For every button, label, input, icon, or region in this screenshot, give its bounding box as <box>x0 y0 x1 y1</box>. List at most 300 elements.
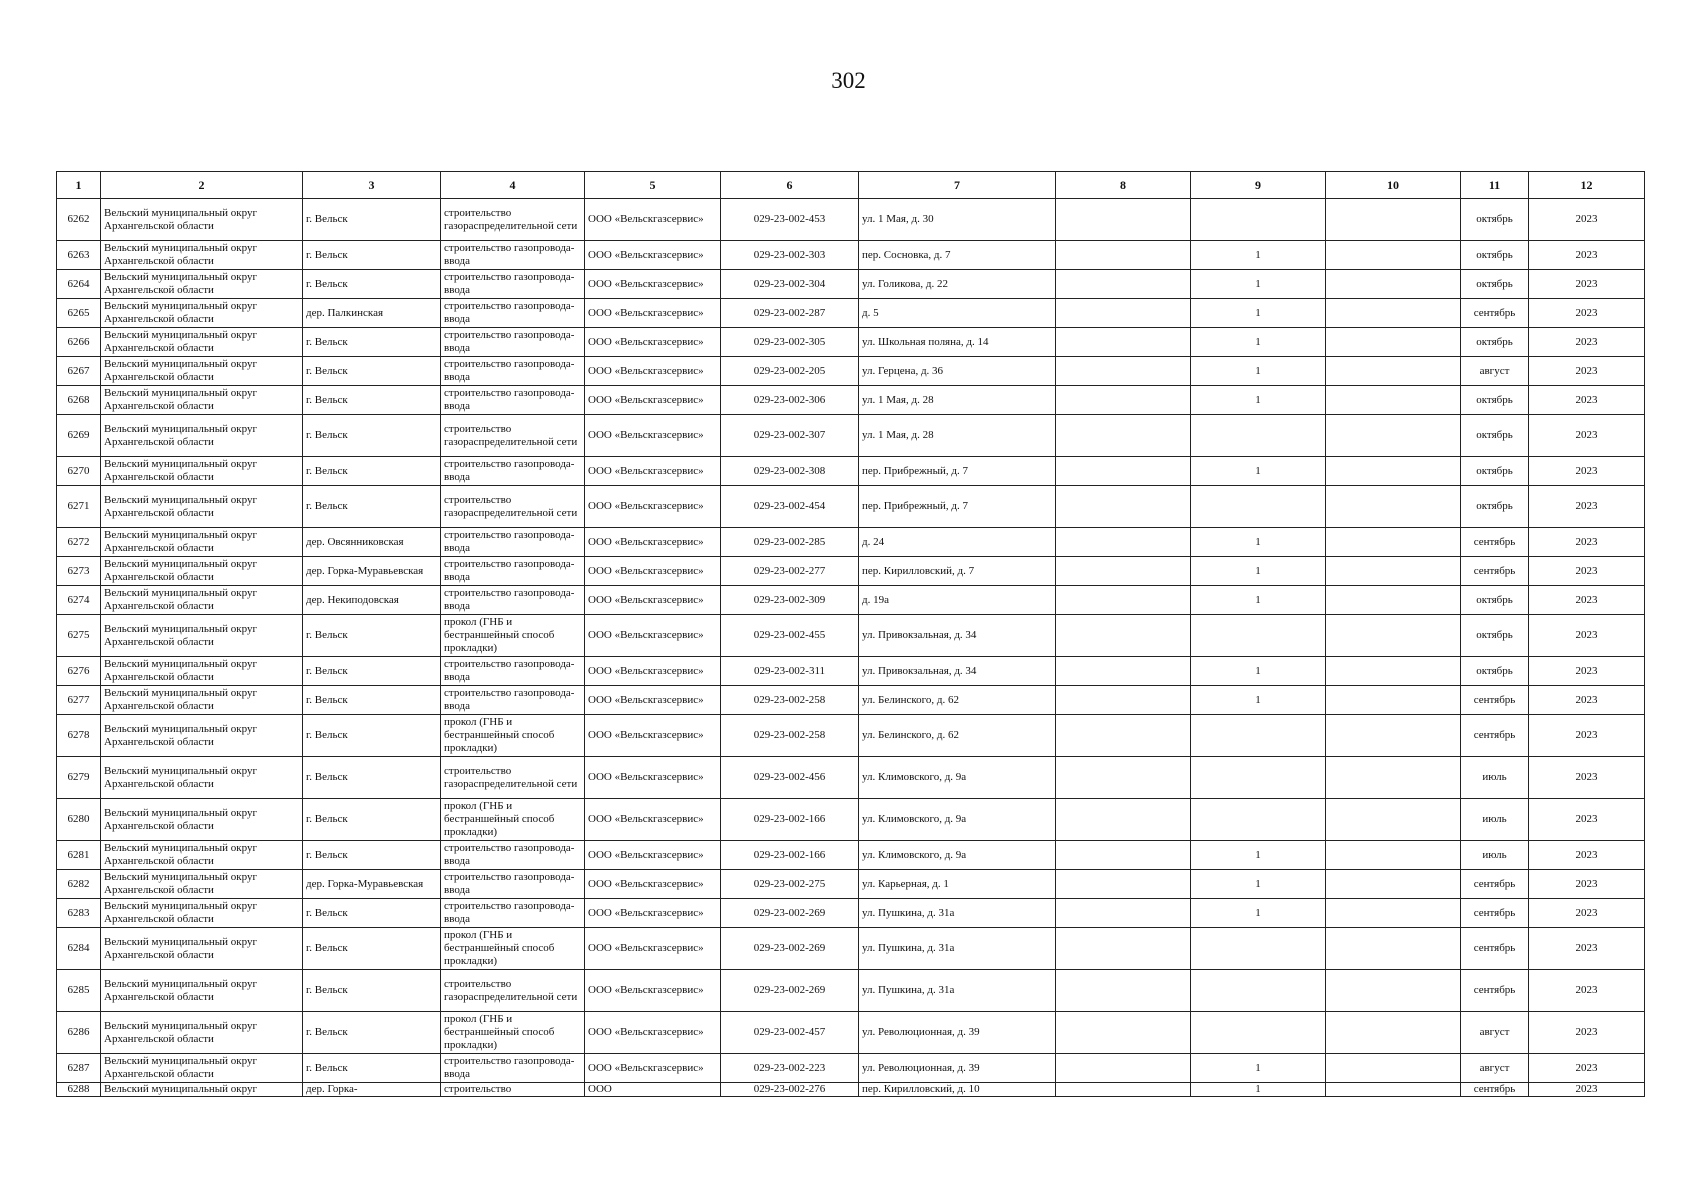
row-number: 6287 <box>57 1054 101 1083</box>
organization-cell: ООО «Вельскгазсервис» <box>585 241 721 270</box>
month-cell: октябрь <box>1461 199 1529 241</box>
code-cell: 029-23-002-306 <box>721 386 859 415</box>
row-number: 6288 <box>57 1083 101 1097</box>
month-cell: сентябрь <box>1461 928 1529 970</box>
column-10-cell <box>1326 415 1461 457</box>
column-10-cell <box>1326 328 1461 357</box>
address-cell: ул. Привокзальная, д. 34 <box>859 657 1056 686</box>
locality-cell: г. Вельск <box>303 415 441 457</box>
year-cell: 2023 <box>1529 486 1645 528</box>
column-header: 5 <box>585 172 721 199</box>
month-cell: сентябрь <box>1461 299 1529 328</box>
quantity-cell <box>1191 415 1326 457</box>
address-cell: ул. Революционная, д. 39 <box>859 1054 1056 1083</box>
code-cell: 029-23-002-269 <box>721 928 859 970</box>
column-10-cell <box>1326 241 1461 270</box>
quantity-cell: 1 <box>1191 357 1326 386</box>
quantity-cell: 1 <box>1191 241 1326 270</box>
address-cell: ул. Карьерная, д. 1 <box>859 870 1056 899</box>
column-10-cell <box>1326 586 1461 615</box>
column-header: 2 <box>101 172 303 199</box>
work-type-cell: строительство газораспределительной сети <box>441 486 585 528</box>
column-8-cell <box>1056 199 1191 241</box>
code-cell: 029-23-002-456 <box>721 757 859 799</box>
table-row <box>57 757 1645 799</box>
organization-cell: ООО «Вельскгазсервис» <box>585 415 721 457</box>
municipality-cell: Вельский муниципальный округ Архангельской области <box>101 386 303 415</box>
row-number: 6284 <box>57 928 101 970</box>
year-cell: 2023 <box>1529 586 1645 615</box>
municipality-cell: Вельский муниципальный округ Архангельской области <box>101 270 303 299</box>
organization-cell: ООО «Вельскгазсервис» <box>585 715 721 757</box>
month-cell: сентябрь <box>1461 870 1529 899</box>
table-row <box>57 799 1645 841</box>
column-10-cell <box>1326 970 1461 1012</box>
column-10-cell <box>1326 928 1461 970</box>
address-cell: д. 24 <box>859 528 1056 557</box>
column-8-cell <box>1056 970 1191 1012</box>
row-number: 6262 <box>57 199 101 241</box>
year-cell: 2023 <box>1529 615 1645 657</box>
quantity-cell: 1 <box>1191 899 1326 928</box>
row-number: 6279 <box>57 757 101 799</box>
year-cell: 2023 <box>1529 270 1645 299</box>
locality-cell: г. Вельск <box>303 757 441 799</box>
locality-cell: г. Вельск <box>303 486 441 528</box>
row-number: 6286 <box>57 1012 101 1054</box>
table-body <box>57 199 1645 1097</box>
quantity-cell <box>1191 928 1326 970</box>
municipality-cell: Вельский муниципальный округ Архангельской области <box>101 686 303 715</box>
organization-cell: ООО «Вельскгазсервис» <box>585 486 721 528</box>
row-number: 6276 <box>57 657 101 686</box>
work-type-cell: прокол (ГНБ и бестраншейный способ прокладки) <box>441 928 585 970</box>
year-cell: 2023 <box>1529 199 1645 241</box>
quantity-cell: 1 <box>1191 270 1326 299</box>
column-8-cell <box>1056 528 1191 557</box>
work-type-cell: строительство газопровода-ввода <box>441 899 585 928</box>
code-cell: 029-23-002-457 <box>721 1012 859 1054</box>
column-10-cell <box>1326 757 1461 799</box>
row-number: 6283 <box>57 899 101 928</box>
quantity-cell <box>1191 486 1326 528</box>
column-header: 8 <box>1056 172 1191 199</box>
code-cell: 029-23-002-223 <box>721 1054 859 1083</box>
row-number: 6269 <box>57 415 101 457</box>
municipality-cell: Вельский муниципальный округ Архангельской области <box>101 357 303 386</box>
column-header: 7 <box>859 172 1056 199</box>
work-type-cell: строительство газопровода-ввода <box>441 841 585 870</box>
code-cell: 029-23-002-276 <box>721 1083 859 1097</box>
address-cell: пер. Кирилловский, д. 7 <box>859 557 1056 586</box>
month-cell: октябрь <box>1461 270 1529 299</box>
year-cell: 2023 <box>1529 686 1645 715</box>
column-10-cell <box>1326 1054 1461 1083</box>
quantity-cell: 1 <box>1191 1054 1326 1083</box>
table-row <box>57 657 1645 686</box>
organization-cell: ООО <box>585 1083 721 1097</box>
column-header: 12 <box>1529 172 1645 199</box>
table-row <box>57 615 1645 657</box>
locality-cell: г. Вельск <box>303 928 441 970</box>
address-cell: ул. Революционная, д. 39 <box>859 1012 1056 1054</box>
code-cell: 029-23-002-305 <box>721 328 859 357</box>
column-8-cell <box>1056 386 1191 415</box>
table-row <box>57 357 1645 386</box>
municipality-cell: Вельский муниципальный округ Архангельской области <box>101 328 303 357</box>
column-8-cell <box>1056 486 1191 528</box>
locality-cell: г. Вельск <box>303 1012 441 1054</box>
column-10-cell <box>1326 270 1461 299</box>
column-10-cell <box>1326 386 1461 415</box>
address-cell: ул. Герцена, д. 36 <box>859 357 1056 386</box>
table-row <box>57 270 1645 299</box>
quantity-cell <box>1191 970 1326 1012</box>
quantity-cell <box>1191 715 1326 757</box>
locality-cell: г. Вельск <box>303 1054 441 1083</box>
month-cell: сентябрь <box>1461 899 1529 928</box>
work-type-cell: строительство газопровода-ввода <box>441 270 585 299</box>
locality-cell: дер. Палкинская <box>303 299 441 328</box>
municipality-cell: Вельский муниципальный округ Архангельской области <box>101 586 303 615</box>
column-10-cell <box>1326 457 1461 486</box>
code-cell: 029-23-002-277 <box>721 557 859 586</box>
quantity-cell: 1 <box>1191 657 1326 686</box>
locality-cell: г. Вельск <box>303 357 441 386</box>
year-cell: 2023 <box>1529 328 1645 357</box>
municipality-cell: Вельский муниципальный округ Архангельской области <box>101 870 303 899</box>
column-8-cell <box>1056 586 1191 615</box>
code-cell: 029-23-002-269 <box>721 970 859 1012</box>
month-cell: октябрь <box>1461 415 1529 457</box>
address-cell: ул. Голикова, д. 22 <box>859 270 1056 299</box>
column-10-cell <box>1326 870 1461 899</box>
organization-cell: ООО «Вельскгазсервис» <box>585 1012 721 1054</box>
month-cell: август <box>1461 1012 1529 1054</box>
organization-cell: ООО «Вельскгазсервис» <box>585 657 721 686</box>
code-cell: 029-23-002-205 <box>721 357 859 386</box>
column-8-cell <box>1056 415 1191 457</box>
year-cell: 2023 <box>1529 928 1645 970</box>
work-type-cell: прокол (ГНБ и бестраншейный способ прокладки) <box>441 615 585 657</box>
year-cell: 2023 <box>1529 1083 1645 1097</box>
column-10-cell <box>1326 199 1461 241</box>
municipality-cell: Вельский муниципальный округ Архангельской области <box>101 299 303 328</box>
header-row <box>57 172 1645 199</box>
column-8-cell <box>1056 357 1191 386</box>
code-cell: 029-23-002-275 <box>721 870 859 899</box>
column-10-cell <box>1326 899 1461 928</box>
code-cell: 029-23-002-258 <box>721 686 859 715</box>
work-type-cell: строительство газопровода-ввода <box>441 328 585 357</box>
row-number: 6274 <box>57 586 101 615</box>
address-cell: ул. Школьная поляна, д. 14 <box>859 328 1056 357</box>
organization-cell: ООО «Вельскгазсервис» <box>585 928 721 970</box>
code-cell: 029-23-002-166 <box>721 841 859 870</box>
address-cell: д. 19а <box>859 586 1056 615</box>
column-8-cell <box>1056 870 1191 899</box>
column-8-cell <box>1056 928 1191 970</box>
row-number: 6273 <box>57 557 101 586</box>
municipality-cell: Вельский муниципальный округ Архангельской области <box>101 757 303 799</box>
month-cell: октябрь <box>1461 457 1529 486</box>
address-cell: ул. Белинского, д. 62 <box>859 715 1056 757</box>
work-type-cell: строительство газопровода-ввода <box>441 557 585 586</box>
work-type-cell: строительство газопровода-ввода <box>441 586 585 615</box>
organization-cell: ООО «Вельскгазсервис» <box>585 615 721 657</box>
quantity-cell: 1 <box>1191 386 1326 415</box>
year-cell: 2023 <box>1529 657 1645 686</box>
column-8-cell <box>1056 715 1191 757</box>
address-cell: пер. Прибрежный, д. 7 <box>859 457 1056 486</box>
locality-cell: г. Вельск <box>303 615 441 657</box>
year-cell: 2023 <box>1529 1012 1645 1054</box>
month-cell: июль <box>1461 757 1529 799</box>
code-cell: 029-23-002-311 <box>721 657 859 686</box>
work-type-cell: строительство газопровода-ввода <box>441 528 585 557</box>
organization-cell: ООО «Вельскгазсервис» <box>585 899 721 928</box>
address-cell: ул. Климовского, д. 9а <box>859 841 1056 870</box>
column-header: 1 <box>57 172 101 199</box>
quantity-cell: 1 <box>1191 686 1326 715</box>
organization-cell: ООО «Вельскгазсервис» <box>585 686 721 715</box>
code-cell: 029-23-002-166 <box>721 799 859 841</box>
year-cell: 2023 <box>1529 415 1645 457</box>
column-10-cell <box>1326 528 1461 557</box>
row-number: 6280 <box>57 799 101 841</box>
column-10-cell <box>1326 1083 1461 1097</box>
column-10-cell <box>1326 357 1461 386</box>
work-type-cell: строительство газораспределительной сети <box>441 757 585 799</box>
locality-cell: г. Вельск <box>303 899 441 928</box>
municipality-cell: Вельский муниципальный округ Архангельской области <box>101 241 303 270</box>
month-cell: сентябрь <box>1461 1083 1529 1097</box>
municipality-cell: Вельский муниципальный округ Архангельской области <box>101 457 303 486</box>
month-cell: сентябрь <box>1461 686 1529 715</box>
column-8-cell <box>1056 1083 1191 1097</box>
organization-cell: ООО «Вельскгазсервис» <box>585 328 721 357</box>
year-cell: 2023 <box>1529 715 1645 757</box>
locality-cell: г. Вельск <box>303 715 441 757</box>
year-cell: 2023 <box>1529 899 1645 928</box>
column-8-cell <box>1056 299 1191 328</box>
address-cell: пер. Сосновка, д. 7 <box>859 241 1056 270</box>
work-type-cell: строительство газопровода-ввода <box>441 241 585 270</box>
quantity-cell <box>1191 799 1326 841</box>
organization-cell: ООО «Вельскгазсервис» <box>585 299 721 328</box>
register-table <box>56 171 1645 1097</box>
municipality-cell: Вельский муниципальный округ Архангельской области <box>101 899 303 928</box>
row-number: 6275 <box>57 615 101 657</box>
table-row <box>57 241 1645 270</box>
month-cell: октябрь <box>1461 328 1529 357</box>
organization-cell: ООО «Вельскгазсервис» <box>585 970 721 1012</box>
quantity-cell: 1 <box>1191 586 1326 615</box>
column-10-cell <box>1326 657 1461 686</box>
municipality-cell: Вельский муниципальный округ Архангельской области <box>101 928 303 970</box>
column-10-cell <box>1326 715 1461 757</box>
month-cell: октябрь <box>1461 486 1529 528</box>
table-row <box>57 970 1645 1012</box>
year-cell: 2023 <box>1529 799 1645 841</box>
column-8-cell <box>1056 899 1191 928</box>
year-cell: 2023 <box>1529 1054 1645 1083</box>
quantity-cell: 1 <box>1191 528 1326 557</box>
table-row <box>57 586 1645 615</box>
column-10-cell <box>1326 1012 1461 1054</box>
address-cell: д. 5 <box>859 299 1056 328</box>
year-cell: 2023 <box>1529 841 1645 870</box>
month-cell: октябрь <box>1461 241 1529 270</box>
work-type-cell: строительство газораспределительной сети <box>441 415 585 457</box>
work-type-cell: строительство газораспределительной сети <box>441 970 585 1012</box>
locality-cell: г. Вельск <box>303 270 441 299</box>
code-cell: 029-23-002-258 <box>721 715 859 757</box>
column-8-cell <box>1056 757 1191 799</box>
organization-cell: ООО «Вельскгазсервис» <box>585 357 721 386</box>
table-row <box>57 686 1645 715</box>
organization-cell: ООО «Вельскгазсервис» <box>585 1054 721 1083</box>
work-type-cell: строительство газораспределительной сети <box>441 199 585 241</box>
column-8-cell <box>1056 270 1191 299</box>
page-number: 302 <box>831 68 866 93</box>
code-cell: 029-23-002-308 <box>721 457 859 486</box>
quantity-cell <box>1191 757 1326 799</box>
year-cell: 2023 <box>1529 557 1645 586</box>
locality-cell: г. Вельск <box>303 386 441 415</box>
year-cell: 2023 <box>1529 241 1645 270</box>
quantity-cell: 1 <box>1191 557 1326 586</box>
work-type-cell: строительство газопровода-ввода <box>441 457 585 486</box>
address-cell: ул. Климовского, д. 9а <box>859 799 1056 841</box>
column-8-cell <box>1056 799 1191 841</box>
locality-cell: дер. Горка- <box>303 1083 441 1097</box>
column-10-cell <box>1326 557 1461 586</box>
municipality-cell: Вельский муниципальный округ Архангельской области <box>101 528 303 557</box>
locality-cell: г. Вельск <box>303 328 441 357</box>
row-number: 6281 <box>57 841 101 870</box>
column-8-cell <box>1056 686 1191 715</box>
code-cell: 029-23-002-454 <box>721 486 859 528</box>
locality-cell: дер. Горка-Муравьевская <box>303 557 441 586</box>
municipality-cell: Вельский муниципальный округ Архангельской области <box>101 557 303 586</box>
locality-cell: г. Вельск <box>303 199 441 241</box>
column-10-cell <box>1326 615 1461 657</box>
organization-cell: ООО «Вельскгазсервис» <box>585 528 721 557</box>
month-cell: июль <box>1461 841 1529 870</box>
quantity-cell: 1 <box>1191 457 1326 486</box>
column-10-cell <box>1326 841 1461 870</box>
month-cell: август <box>1461 357 1529 386</box>
table-row <box>57 415 1645 457</box>
month-cell: октябрь <box>1461 615 1529 657</box>
year-cell: 2023 <box>1529 299 1645 328</box>
code-cell: 029-23-002-287 <box>721 299 859 328</box>
municipality-cell: Вельский муниципальный округ Архангельской области <box>101 199 303 241</box>
month-cell: сентябрь <box>1461 715 1529 757</box>
year-cell: 2023 <box>1529 970 1645 1012</box>
organization-cell: ООО «Вельскгазсервис» <box>585 199 721 241</box>
municipality-cell: Вельский муниципальный округ <box>101 1083 303 1097</box>
work-type-cell: строительство газопровода-ввода <box>441 657 585 686</box>
address-cell: пер. Прибрежный, д. 7 <box>859 486 1056 528</box>
month-cell: июль <box>1461 799 1529 841</box>
locality-cell: г. Вельск <box>303 657 441 686</box>
address-cell: ул. Пушкина, д. 31а <box>859 928 1056 970</box>
municipality-cell: Вельский муниципальный округ Архангельской области <box>101 799 303 841</box>
row-number: 6270 <box>57 457 101 486</box>
address-cell: ул. 1 Мая, д. 28 <box>859 386 1056 415</box>
row-number: 6263 <box>57 241 101 270</box>
organization-cell: ООО «Вельскгазсервис» <box>585 270 721 299</box>
table-row <box>57 1054 1645 1083</box>
month-cell: сентябрь <box>1461 528 1529 557</box>
column-8-cell <box>1056 615 1191 657</box>
work-type-cell: прокол (ГНБ и бестраншейный способ прокладки) <box>441 715 585 757</box>
work-type-cell: прокол (ГНБ и бестраншейный способ прокладки) <box>441 1012 585 1054</box>
column-10-cell <box>1326 299 1461 328</box>
address-cell: ул. Пушкина, д. 31а <box>859 970 1056 1012</box>
month-cell: август <box>1461 1054 1529 1083</box>
locality-cell: дер. Горка-Муравьевская <box>303 870 441 899</box>
column-8-cell <box>1056 841 1191 870</box>
municipality-cell: Вельский муниципальный округ Архангельской области <box>101 715 303 757</box>
year-cell: 2023 <box>1529 528 1645 557</box>
locality-cell: дер. Овсянниковская <box>303 528 441 557</box>
quantity-cell <box>1191 1012 1326 1054</box>
municipality-cell: Вельский муниципальный округ Архангельской области <box>101 657 303 686</box>
year-cell: 2023 <box>1529 386 1645 415</box>
row-number: 6278 <box>57 715 101 757</box>
locality-cell: дер. Некиподовская <box>303 586 441 615</box>
row-number: 6285 <box>57 970 101 1012</box>
table-row <box>57 299 1645 328</box>
work-type-cell: строительство газопровода-ввода <box>441 870 585 899</box>
table-row <box>57 1012 1645 1054</box>
work-type-cell: строительство газопровода-ввода <box>441 299 585 328</box>
code-cell: 029-23-002-455 <box>721 615 859 657</box>
organization-cell: ООО «Вельскгазсервис» <box>585 757 721 799</box>
address-cell: ул. Пушкина, д. 31а <box>859 899 1056 928</box>
table-row <box>57 870 1645 899</box>
code-cell: 029-23-002-269 <box>721 899 859 928</box>
column-10-cell <box>1326 686 1461 715</box>
year-cell: 2023 <box>1529 357 1645 386</box>
table-row <box>57 386 1645 415</box>
code-cell: 029-23-002-304 <box>721 270 859 299</box>
year-cell: 2023 <box>1529 870 1645 899</box>
table-row <box>57 899 1645 928</box>
column-header: 11 <box>1461 172 1529 199</box>
column-8-cell <box>1056 457 1191 486</box>
code-cell: 029-23-002-285 <box>721 528 859 557</box>
column-header: 9 <box>1191 172 1326 199</box>
municipality-cell: Вельский муниципальный округ Архангельской области <box>101 486 303 528</box>
row-number: 6266 <box>57 328 101 357</box>
column-header: 6 <box>721 172 859 199</box>
municipality-cell: Вельский муниципальный округ Архангельской области <box>101 1054 303 1083</box>
municipality-cell: Вельский муниципальный округ Архангельской области <box>101 415 303 457</box>
work-type-cell: строительство газопровода-ввода <box>441 1054 585 1083</box>
month-cell: сентябрь <box>1461 557 1529 586</box>
column-8-cell <box>1056 1054 1191 1083</box>
column-8-cell <box>1056 328 1191 357</box>
column-10-cell <box>1326 799 1461 841</box>
locality-cell: г. Вельск <box>303 799 441 841</box>
row-number: 6265 <box>57 299 101 328</box>
municipality-cell: Вельский муниципальный округ Архангельской области <box>101 1012 303 1054</box>
work-type-cell: строительство газопровода-ввода <box>441 386 585 415</box>
